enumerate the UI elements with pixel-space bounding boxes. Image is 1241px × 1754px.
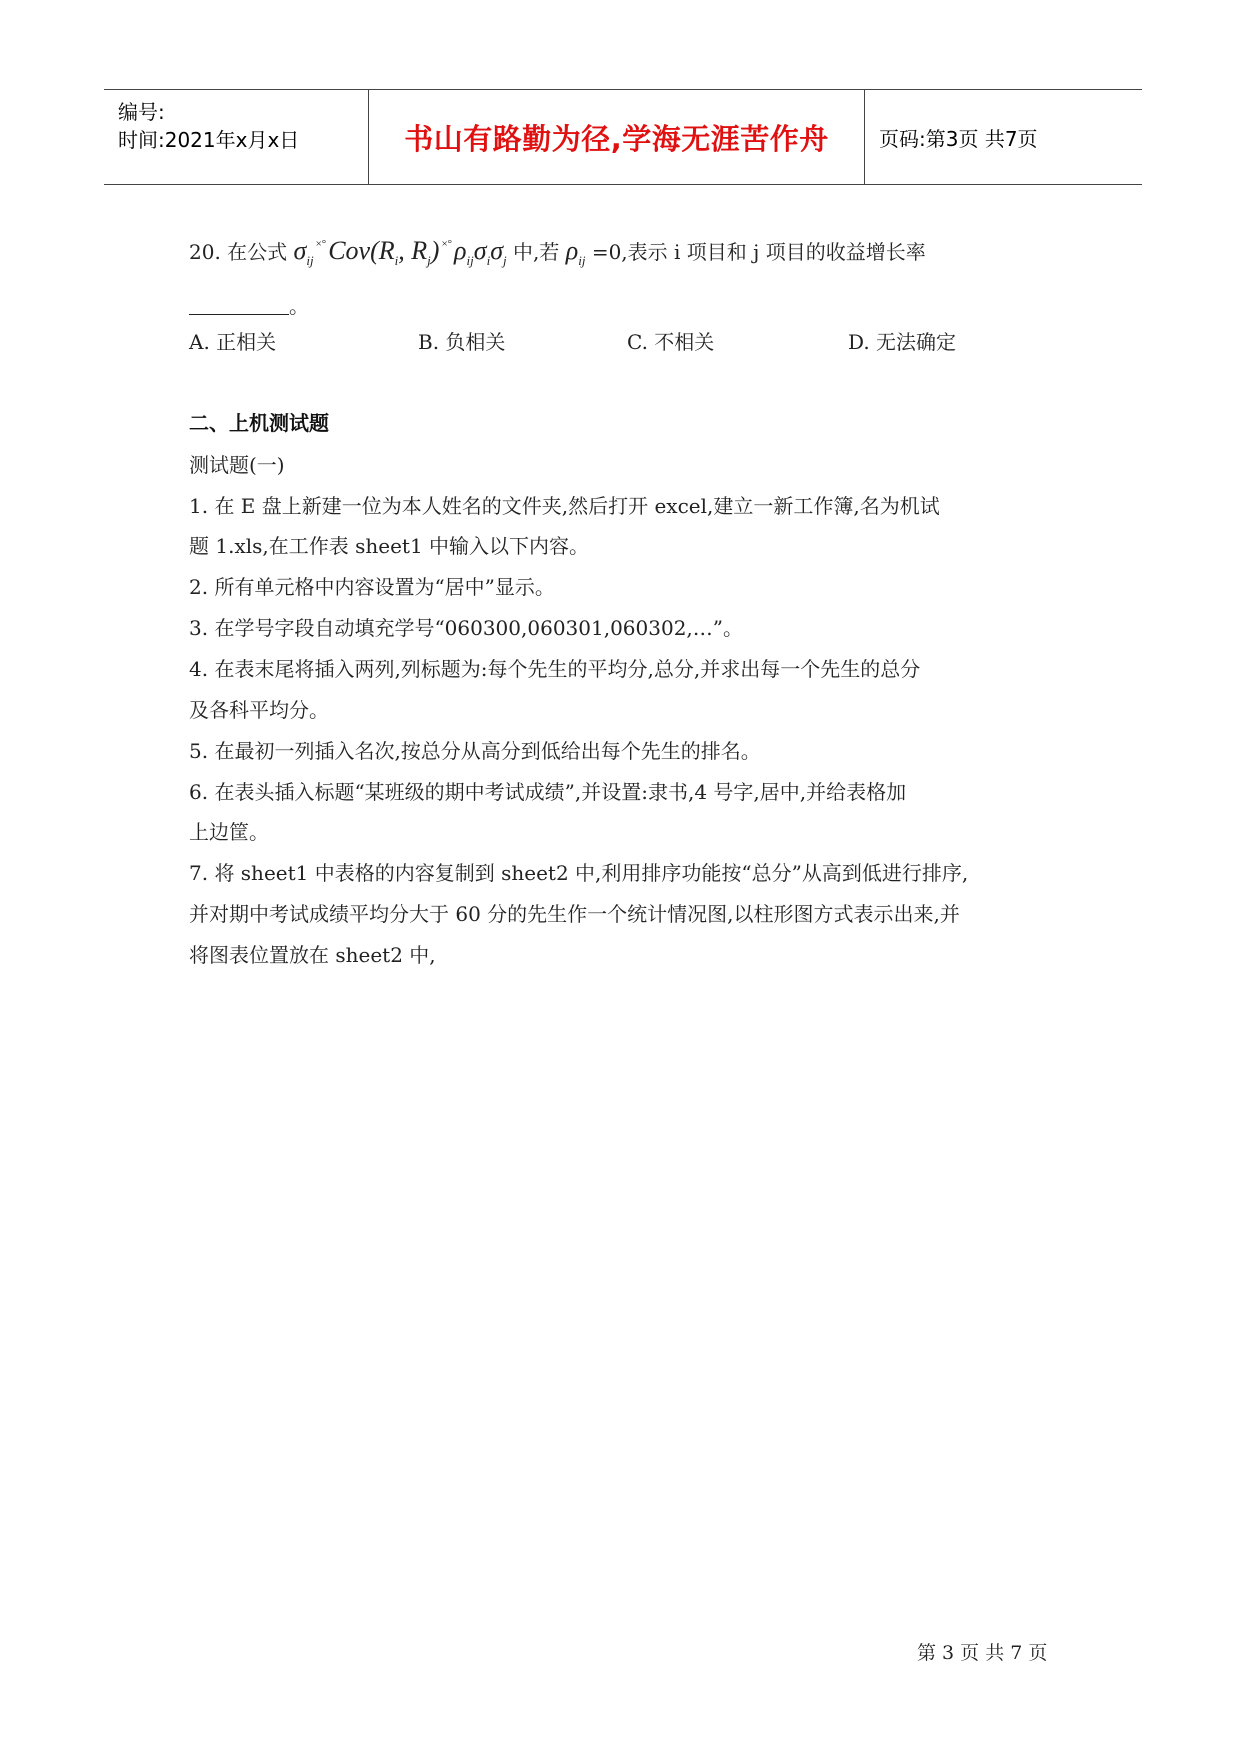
body-line: 7. 将 sheet1 中表格的内容复制到 sheet2 中,利用排序功能按“总分”从高到低进行排序, bbox=[189, 861, 969, 885]
number-label: 编号: bbox=[118, 100, 165, 124]
question-20-blank-line bbox=[189, 290, 309, 319]
body-line: 3. 在学号字段自动填充学号“060300,060301,060302,…”。 bbox=[189, 616, 744, 640]
question-20-suffix: =0,表示 i 项目和 j 项目的收益增长率 bbox=[591, 240, 926, 264]
body-line: 5. 在最初一列插入名次,按总分从高分到低给出每个先生的排名。 bbox=[189, 739, 761, 763]
body-line: 并对期中考试成绩平均分大于 60 分的先生作一个统计情况图,以柱形图方式表示出来,并 bbox=[189, 902, 960, 926]
body-line: 6. 在表头插入标题“某班级的期中考试成绩”,并设置:隶书,4 号字,居中,并给表格加 bbox=[189, 780, 907, 804]
page-header bbox=[104, 89, 1142, 185]
body-line: 题 1.xls,在工作表 sheet1 中输入以下内容。 bbox=[189, 534, 590, 558]
covariance-formula: $\sigma_{ij}^{\times^\circ}Cov(R_i$, $R_j$) $^{\times^\circ}\rho_{ij}\sigma_i\sigma_j$ bbox=[293, 236, 507, 268]
option-a: A. 正相关 bbox=[189, 330, 277, 354]
end-mark: 。 bbox=[289, 294, 309, 318]
header-page-label: 页码:第3页 共7页 bbox=[879, 126, 1038, 151]
option-c: C. 不相关 bbox=[627, 330, 715, 354]
subtitle: 测试题(一) bbox=[189, 453, 285, 477]
time-label: 时间:2021年x月x日 bbox=[118, 128, 300, 152]
option-d: D. 无法确定 bbox=[848, 330, 957, 354]
body-line: 4. 在表末尾将插入两列,列标题为:每个先生的平均分,总分,并求出每一个先生的总分 bbox=[189, 657, 921, 681]
question-20-mid: 中,若 bbox=[513, 240, 560, 264]
question-20-prefix: 20. 在公式 bbox=[189, 240, 288, 264]
body-line: 将图表位置放在 sheet2 中, bbox=[189, 943, 436, 967]
body-line: 上边筐。 bbox=[189, 820, 269, 844]
header-meta bbox=[104, 90, 368, 184]
section-title: 二、上机测试题 bbox=[189, 411, 329, 435]
page-footer: 第 3 页 共 7 页 bbox=[917, 1642, 1048, 1664]
body-line: 1. 在 E 盘上新建一位为本人姓名的文件夹,然后打开 excel,建立一新工作簿,名为机试 bbox=[189, 494, 940, 518]
body-line: 2. 所有单元格中内容设置为“居中”显示。 bbox=[189, 575, 555, 599]
body-line: 及各科平均分。 bbox=[189, 698, 329, 722]
answer-blank bbox=[189, 294, 289, 315]
header-motto: 书山有路勤为径,学海无涯苦作舟 bbox=[404, 121, 829, 156]
question-20 bbox=[189, 236, 926, 269]
option-b: B. 负相关 bbox=[418, 330, 506, 354]
rho-symbol: $\rho_{ij}$ bbox=[565, 236, 586, 268]
